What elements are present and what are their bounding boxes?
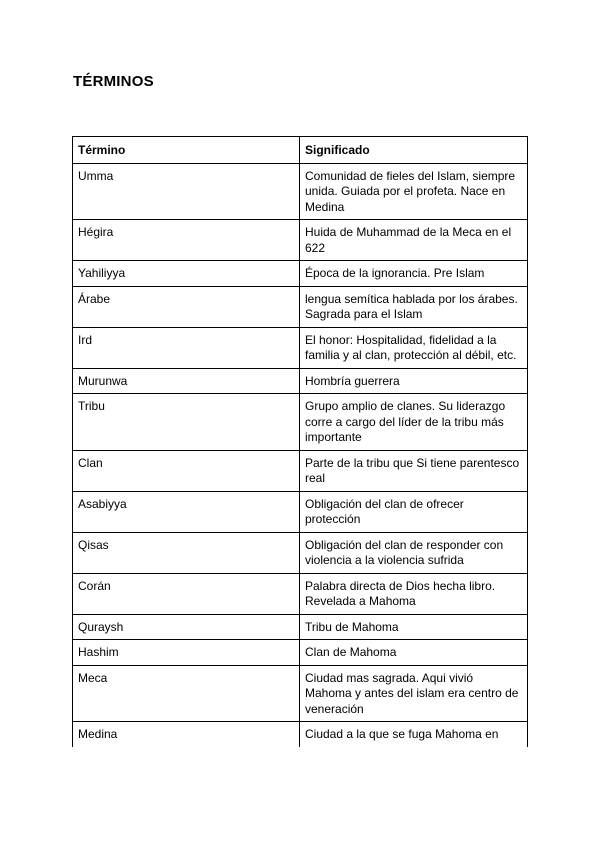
table-header-row bbox=[73, 137, 528, 164]
table-row bbox=[73, 368, 528, 394]
meaning-cell: Ciudad mas sagrada. Aqui vivió Mahoma y antes del islam era centro de veneración bbox=[300, 665, 528, 722]
meaning-cell: Parte de la tribu que Si tiene parentesco real bbox=[300, 450, 528, 491]
table-row bbox=[73, 286, 528, 327]
term-cell: Corán bbox=[73, 573, 300, 614]
meaning-cell: Época de la ignorancia. Pre Islam bbox=[300, 261, 528, 287]
term-cell: Medina bbox=[73, 722, 300, 747]
meaning-cell: Palabra directa de Dios hecha libro. Revelada a Mahoma bbox=[300, 573, 528, 614]
term-cell: Clan bbox=[73, 450, 300, 491]
meaning-cell: Grupo amplio de clanes. Su liderazgo corre a cargo del líder de la tribu más importante bbox=[300, 394, 528, 451]
term-cell: Asabiyya bbox=[73, 491, 300, 532]
term-cell: Meca bbox=[73, 665, 300, 722]
page-title: TÉRMINOS bbox=[73, 73, 154, 90]
meaning-cell: Clan de Mahoma bbox=[300, 640, 528, 666]
meaning-cell: lengua semítica hablada por los árabes. Sagrada para el Islam bbox=[300, 286, 528, 327]
term-cell: Qisas bbox=[73, 532, 300, 573]
table-row bbox=[73, 261, 528, 287]
meaning-cell: Ciudad a la que se fuga Mahoma en bbox=[300, 722, 528, 747]
table-row bbox=[73, 532, 528, 573]
terms-table bbox=[72, 136, 528, 747]
table-row bbox=[73, 394, 528, 451]
term-cell: Hégira bbox=[73, 220, 300, 261]
table-row bbox=[73, 491, 528, 532]
table-row bbox=[73, 722, 528, 747]
header-meaning: Significado bbox=[300, 137, 528, 164]
table-row bbox=[73, 163, 528, 220]
table-row bbox=[73, 220, 528, 261]
term-cell: Quraysh bbox=[73, 614, 300, 640]
meaning-cell: Comunidad de fieles del Islam, siempre unida. Guiada por el profeta. Nace en Medina bbox=[300, 163, 528, 220]
table-row bbox=[73, 450, 528, 491]
header-term: Término bbox=[73, 137, 300, 164]
meaning-cell: Tribu de Mahoma bbox=[300, 614, 528, 640]
meaning-cell: Obligación del clan de ofrecer protección bbox=[300, 491, 528, 532]
table-row bbox=[73, 327, 528, 368]
table-row bbox=[73, 614, 528, 640]
term-cell: Árabe bbox=[73, 286, 300, 327]
meaning-cell: Obligación del clan de responder con violencia a la violencia sufrida bbox=[300, 532, 528, 573]
term-cell: Hashim bbox=[73, 640, 300, 666]
table-row bbox=[73, 573, 528, 614]
term-cell: Ird bbox=[73, 327, 300, 368]
term-cell: Umma bbox=[73, 163, 300, 220]
term-cell: Yahiliyya bbox=[73, 261, 300, 287]
term-cell: Tribu bbox=[73, 394, 300, 451]
table-row bbox=[73, 665, 528, 722]
table-row bbox=[73, 640, 528, 666]
meaning-cell: Huida de Muhammad de la Meca en el 622 bbox=[300, 220, 528, 261]
meaning-cell: Hombría guerrera bbox=[300, 368, 528, 394]
page-bottom-margin bbox=[0, 769, 600, 848]
meaning-cell: El honor: Hospitalidad, fidelidad a la familia y al clan, protección al débil, etc. bbox=[300, 327, 528, 368]
term-cell: Murunwa bbox=[73, 368, 300, 394]
